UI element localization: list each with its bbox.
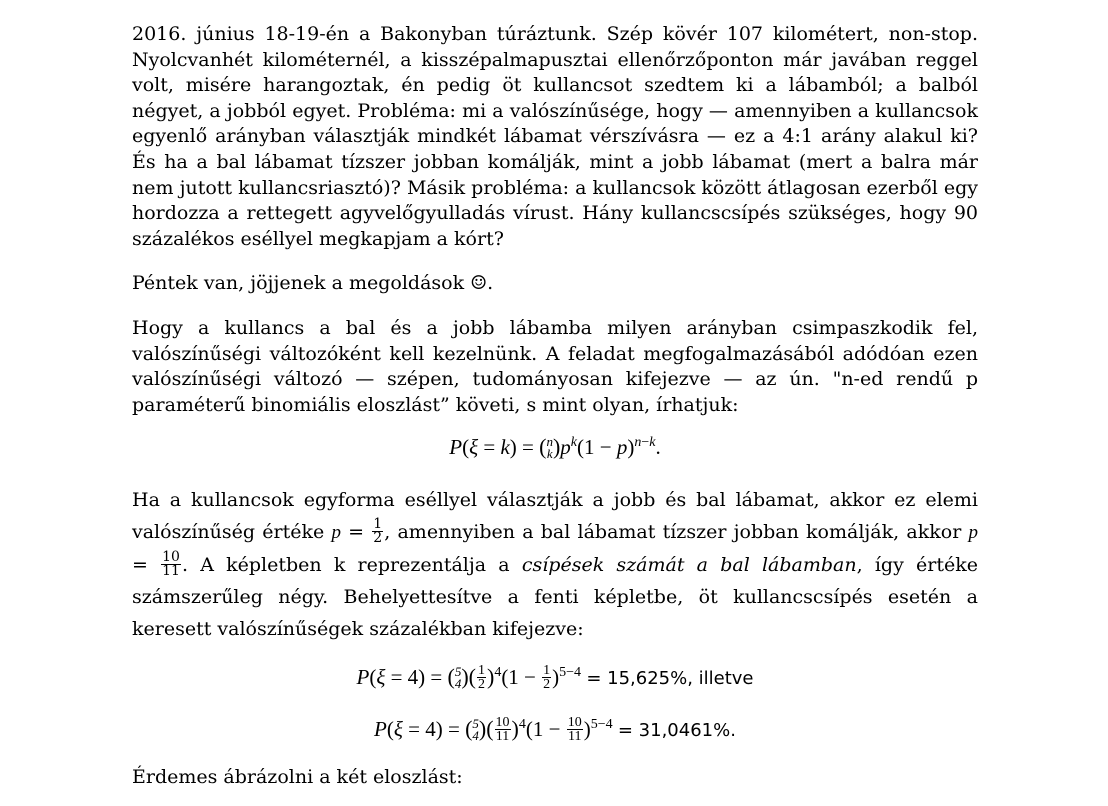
result-ten-eleventh: = 31,0461%.: [617, 720, 736, 742]
emphasis-text: csípések számát a bal lábamban: [521, 554, 857, 577]
binomial-formula: P(ξ = k) = ( n k )$p^k(1 - p)^{n-k}$.: [449, 433, 661, 461]
binomial-intro-paragraph: Hogy a kullancs a bal és a jobb lábamba milyen arányban csimpaszkodik fel, valószínűségi változóként kell kezelnünk. A feladat megfogalmazásából adódóan ezen valószínűségi változó — szépen, tudományosan kifejezve — az ún. "n-ed rendű p paraméterű binomiális eloszlást” követi, s mint olyan, írhatjuk:: [132, 316, 978, 416]
intro-paragraph: 2016. június 18-19-én a Bakonyban túráztunk. Szép kövér 107 kilométert, non-stop. Nyolcvanhét kilométernél, a kisszépalmapusztai ellenőrzőponton már javában reggel volt, misére harangoztak, én pedig öt kullancsot szedtem ki a lábamból; a balból négyet, a jobból egyet. Probléma: mi a valószínűsége, hogy — amennyiben a kullancsok egyenlő arányban választják mindkét lábamat vérszívásra — ez a 4:1 arány alakul ki? És ha a bal lábamat tízszer jobban komálják, mint a jobb lábamat (mert a balra már nem jutott kullancsriasztó)? Másik probléma: a kullancsok között átlagosan ezerből egy hordozza a rettegett agyvelőgyulladás vírust. Hány kullancscsípés szükséges, hogy 90 százalékos eséllyel megkapjam a kórt?: [132, 23, 978, 250]
result-half: = 15,625%, illetve: [586, 668, 754, 690]
substitution-text-b: , amennyiben a bal lábamat tízszer jobban komálják, akkor: [384, 521, 962, 544]
probability-equation-half: P(ξ = 4) = ( 5 4 )( $\frac{1}{2}$ )$^4$(1 − $\frac{1}{2}$ )$^{5-4}$ = 15,625%, illetve: [356, 663, 754, 692]
fraction-ten-eleventh: $\frac{10}{11}$: [162, 548, 180, 579]
substitution-text-d: , így értéke számszerűleg négy. Behelyettesítve a fenti képletbe, öt kullancscsípés esetén a keresett valószínűségek százalékban kifejezve:: [132, 554, 978, 641]
friday-paragraph: Péntek van, jöjjenek a megoldások ☺.: [132, 272, 494, 295]
document-page: [132, 22, 978, 791]
substitution-text-c: . A képletben k reprezentálja a: [181, 554, 510, 577]
fraction-one-half: $\frac{1}{2}$: [373, 515, 383, 546]
substitution-paragraph: Ha a kullancsok egyforma eséllyel választják a jobb és bal lábamat, akkor ez elemi valószínűség értéke p = $\frac{1}{2}$ , amennyiben a bal lábamat tízszer jobban komálják, akkor p = $\frac{10}{11}$ . A képletben k reprezentálja a csípések számát a bal lábamban, így értéke számszerűleg négy. Behelyettesítve a fenti képletbe, öt kullancscsípés esetén a keresett valószínűségek százalékban kifejezve:: [132, 489, 978, 641]
plot-intro-paragraph: Érdemes ábrázolni a két eloszlást:: [132, 766, 463, 789]
probability-equation-ten-eleventh: P(ξ = 4) = ( 5 4 )( $\frac{10}{11}$ )$^4$(1 − $\frac{10}{11}$ )$^{5-4}$ = 31,0461%.: [374, 715, 736, 744]
substitution-text-a: Ha a kullancsok egyforma eséllyel választják a jobb és bal lábamat, akkor ez elemi valószínűség értéke: [132, 489, 978, 544]
